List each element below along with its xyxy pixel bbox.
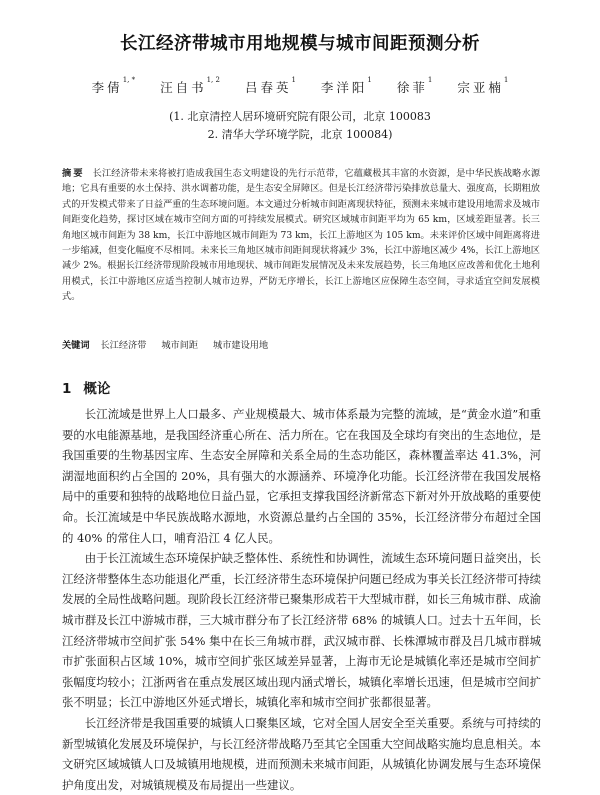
- section-title: 概论: [83, 381, 111, 397]
- author-affiliation-mark: 1, 2: [206, 76, 220, 84]
- section-heading: [62, 377, 110, 397]
- affiliation-1: (1. 北京清控人居环境研究院有限公司，北京 100083: [169, 110, 431, 123]
- body-paragraph: 长江经济带是我国重要的城镇人口聚集区域，它对全国人居安全至关重要。系统与可持续的新型城镇化发展及环境保护，与长江经济带战略乃至其它全国重大空间战略实施均息息相关。本文研究区域城镇人口及城镇用地规模，进而预测未来城市间距，从城镇化协调发展与生态环境保护角度出发，对城镇规模及布局提出一些建议。: [62, 715, 541, 792]
- author-5: [396, 76, 433, 95]
- author-affiliation-mark: 1: [291, 76, 296, 84]
- author-4: [320, 76, 372, 95]
- section-number: 1: [62, 381, 72, 397]
- author-name: 宗亚楠: [457, 80, 504, 95]
- author-name: 徐菲: [396, 80, 428, 95]
- author-1: [91, 76, 136, 95]
- author-2: [160, 76, 220, 95]
- body-text: [62, 404, 541, 795]
- author-3: [244, 76, 296, 95]
- abstract-label: 摘要: [62, 168, 85, 179]
- abstract: [62, 166, 540, 305]
- author-6: [457, 76, 509, 95]
- affiliation-2: 2. 清华大学环境学院，北京 100084): [207, 128, 393, 141]
- author-name: 李倩: [91, 80, 123, 95]
- author-affiliation-mark: 1: [427, 76, 433, 84]
- keywords: [62, 338, 540, 353]
- body-paragraph: 长江流域是世界上人口最多、产业规模最大、城市体系最为完整的流域，是“黄金水道”和重要的水电能源基地，是我国经济重心所在、活力所在。它在我国及全球均有突出的生态地位，是我国重要的生物基因宝库、生态安全屏障和关系全局的生态功能区，森林覆盖率达 41.3%，河湖湿地面积约占全国的 20%，具有强大的水源涵养、环境净化功能。长江经济带在我国发展格局中的重要和独特的战略地位日益凸显，它承担支撑我国经济新常态下新对外开放战略的重要使命。长江流域是中华民族战略水源地，水资源总量约占全国的 35%，长江经济带分布超过全国的 40% 的常住人口，哺育沿江 4 亿人民。: [62, 407, 541, 545]
- author-affiliation-mark: 1, *: [122, 76, 136, 84]
- author-name: 李洋阳: [320, 80, 368, 95]
- author-name: 汪自书: [160, 80, 207, 95]
- abstract-text: 长江经济带未来将被打造成我国生态文明建设的先行示范带，它蕴藏极其丰富的水资源，是中华民族战略水源地；它具有重要的水土保持、洪水调蓄功能，是生态安全屏障区。但是长江经济带污染排放总量大、强度高，长期粗放式的开发模式带来了日益严重的生态环境问题。本文通过分析城市间距离现状特征，预测未来城市建设用地需求及城市间距变化趋势，探讨区域在城市空间方面的可持续发展模式。研究区域城市间距平均为 65 km，区域差距显著。长三角地区城市间距为 38 km，长江中游地区城市间距为 73 km，长江上游地区为 105 km。未来评价区域中间距离将进一步缩减，但变化幅度不尽相同。未来长三角地区城市间距间现状将减少 3%，长江中游地区减少 4%，长江上游地区减少 2%。根据长江经济带现阶段城市用地现状、城市间距发展情况及未来发展趋势，长三角地区应改善和优化土地利用模式，长江中游地区应适当控制人城市边界，严防无序增长，长江上游地区应保障生态空间，寻求适宜空间发展模式。: [62, 168, 541, 303]
- body-paragraph: 由于长江流域生态环境保护缺乏整体性、系统性和协调性，流域生态环境问题日益突出，长江经济带整体生态功能退化严重，长江经济带生态环境保护问题已经成为事关长江经济带可持续发展的全局性战略问题。现阶段长江经济带已聚集形成若干大型城市群，如长三角城市群、成渝城市群及长江中游城市群，三大城市群分布了长江经济带 68% 的城镇人口。过去十五年间，长江经济带城市空间扩张 54% 集中在长三角城市群，武汉城市群、长株潭城市群及吕几城市群城市扩张面积占区域 10%，城市空间扩张区域差异显著，上海市无论是城镇化率还是城市空间扩张幅度均较小；江浙两省在重点发展区域出现内涵式增长，城镇化率增长迅速，但是城市空间扩张不明显；长江中游地区外延式增长，城镇化率和城市空间扩张都很显著。: [62, 551, 541, 710]
- author-affiliation-mark: 1: [367, 76, 372, 84]
- keyword: 城市间距: [161, 340, 199, 351]
- keyword: 城市建设用地: [213, 340, 269, 351]
- keyword: 长江经济带: [100, 340, 147, 351]
- author-affiliation-mark: 1: [503, 76, 509, 84]
- author-name: 吕春英: [244, 80, 292, 95]
- keywords-label: 关键词: [62, 340, 90, 351]
- author-list: [0, 78, 600, 96]
- paper-title: 长江经济带城市用地规模与城市间距预测分析: [120, 34, 480, 54]
